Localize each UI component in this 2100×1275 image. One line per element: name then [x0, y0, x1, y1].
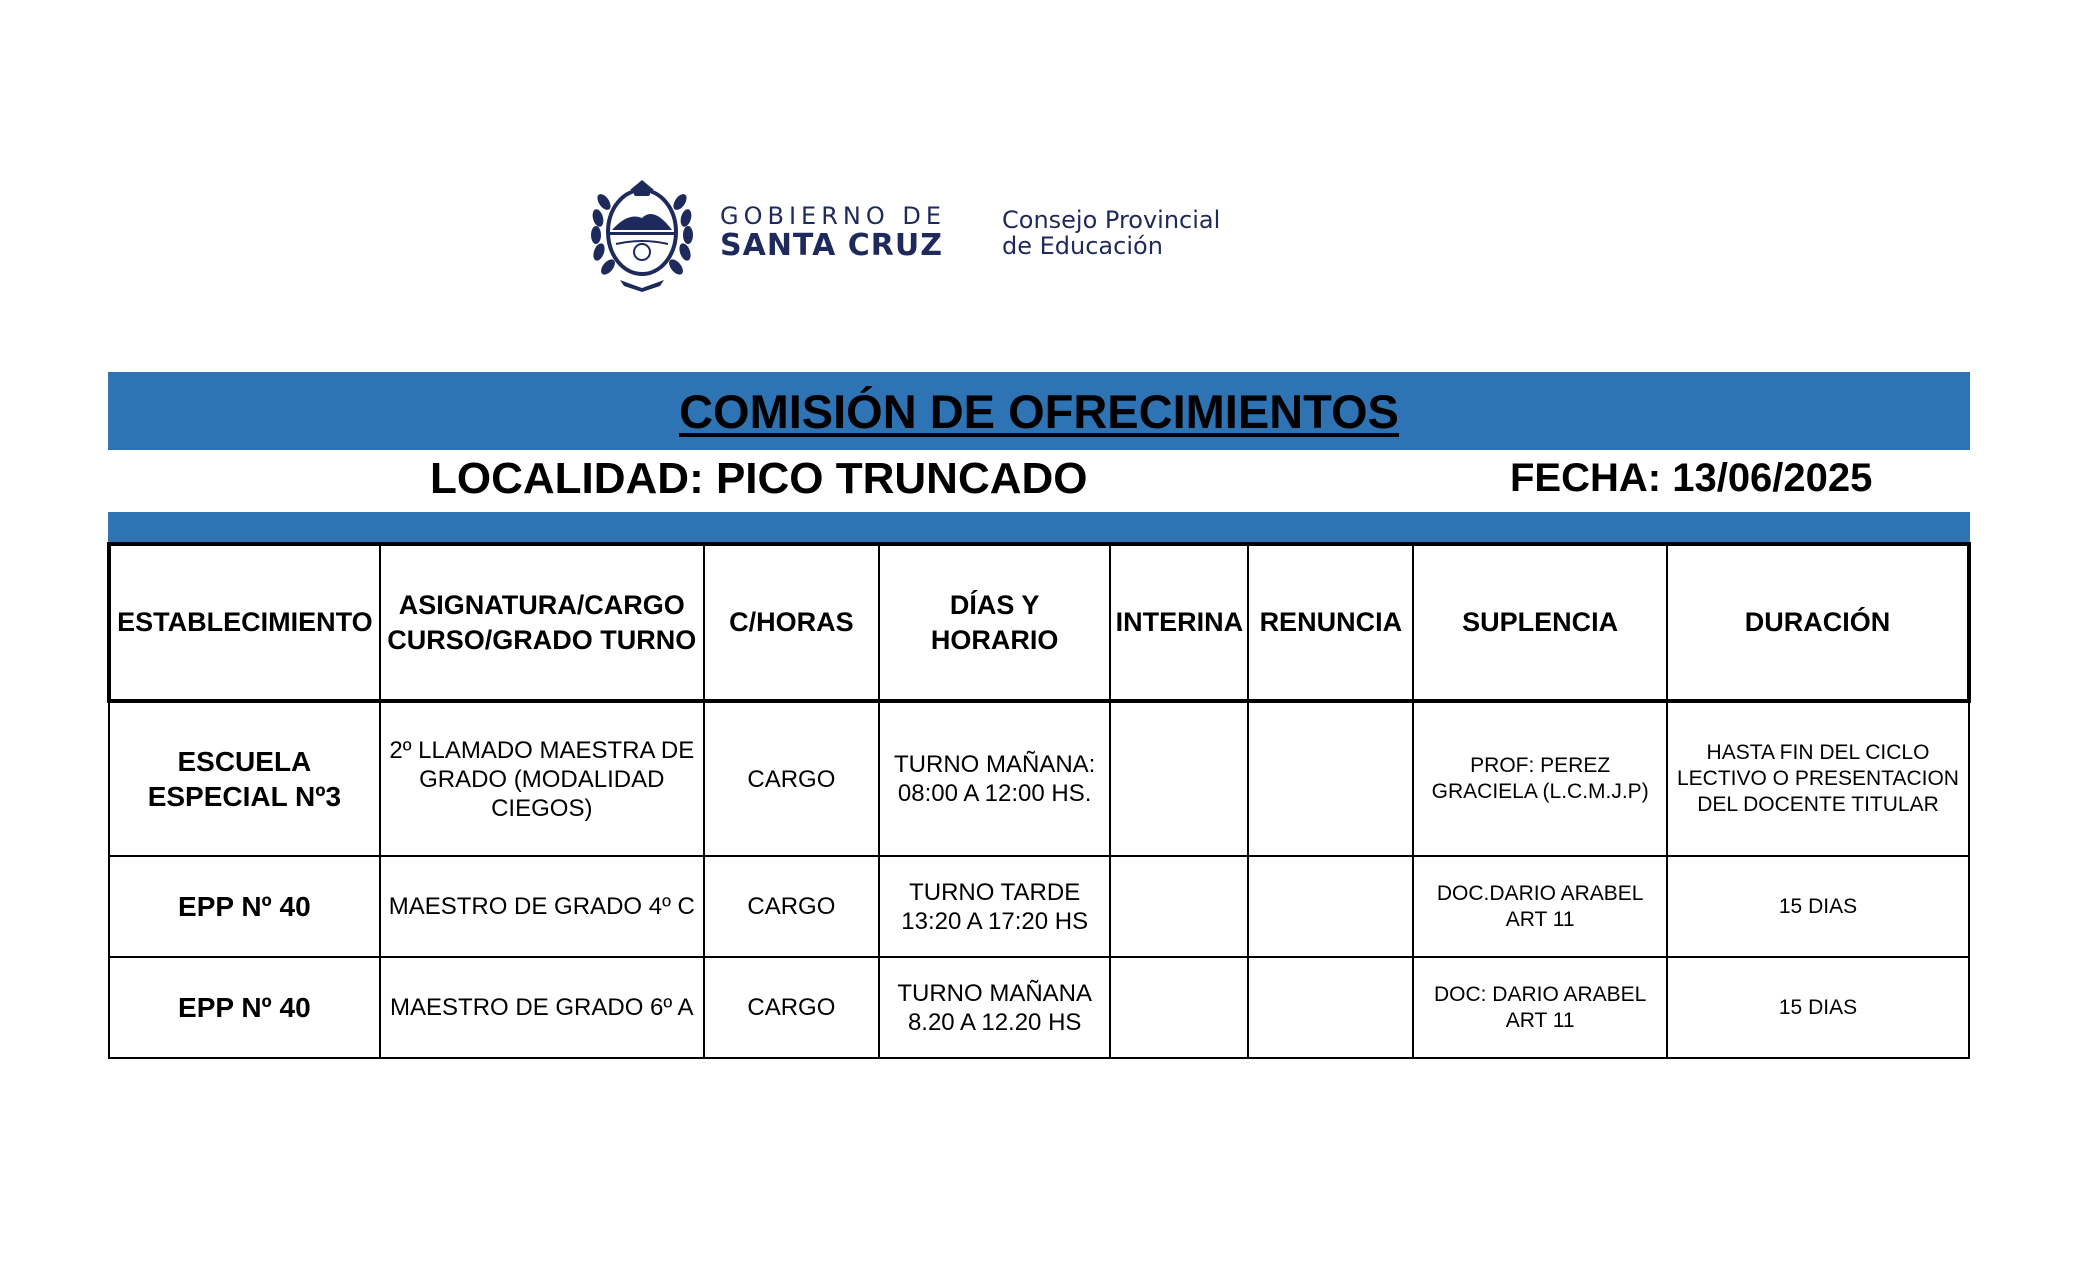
- cell-duracion: 15 DIAS: [1667, 856, 1969, 957]
- header-asignatura: ASIGNATURA/CARGO CURSO/GRADO TURNO: [380, 544, 704, 701]
- locality-label: LOCALIDAD: PICO TRUNCADO: [430, 454, 1088, 503]
- header-establecimiento: ESTABLECIMIENTO: [109, 544, 380, 701]
- cell-horas: CARGO: [704, 957, 879, 1058]
- cell-duracion: HASTA FIN DEL CICLO LECTIVO O PRESENTACION DEL DOCENTE TITULAR: [1667, 701, 1969, 856]
- cell-asignatura: MAESTRO DE GRADO 4º C: [380, 856, 704, 957]
- table-row: [109, 701, 1969, 856]
- cell-horario: TURNO TARDE 13:20 A 17:20 HS: [879, 856, 1110, 957]
- government-label: GOBIERNO DE: [720, 202, 946, 230]
- table-header-row: [109, 544, 1969, 701]
- cell-horario: TURNO MAÑANA 8.20 A 12.20 HS: [879, 957, 1110, 1058]
- blue-divider-strip: [108, 512, 1970, 542]
- cell-horario: TURNO MAÑANA: 08:00 A 12:00 HS.: [879, 701, 1110, 856]
- cell-suplencia: DOC: DARIO ARABEL ART 11: [1413, 957, 1667, 1058]
- header-interina: INTERINA: [1110, 544, 1248, 701]
- header-duracion: DURACIÓN: [1667, 544, 1969, 701]
- table-row: [109, 957, 1969, 1058]
- cell-interina: [1110, 856, 1248, 957]
- cell-asignatura: 2º LLAMADO MAESTRA DE GRADO (MODALIDAD CIEGOS): [380, 701, 704, 856]
- cell-suplencia: PROF: PEREZ GRACIELA (L.C.M.J.P): [1413, 701, 1667, 856]
- header-horas: C/HORAS: [704, 544, 879, 701]
- cell-suplencia: DOC.DARIO ARABEL ART 11: [1413, 856, 1667, 957]
- cell-horas: CARGO: [704, 701, 879, 856]
- council-line-2: de Educación: [1002, 232, 1163, 260]
- table-row: [109, 856, 1969, 957]
- cell-renuncia: [1248, 957, 1413, 1058]
- cell-renuncia: [1248, 856, 1413, 957]
- title-bar: [108, 372, 1970, 450]
- cell-horas: CARGO: [704, 856, 879, 957]
- date-label: FECHA: 13/06/2025: [1510, 456, 1873, 500]
- council-wordmark: [1002, 207, 1220, 259]
- cell-duracion: 15 DIAS: [1667, 957, 1969, 1058]
- provincial-seal-icon: [590, 172, 694, 294]
- header-renuncia: RENUNCIA: [1248, 544, 1413, 701]
- cell-interina: [1110, 701, 1248, 856]
- cell-establecimiento: EPP Nº 40: [109, 957, 380, 1058]
- cell-establecimiento: EPP Nº 40: [109, 856, 380, 957]
- cell-renuncia: [1248, 701, 1413, 856]
- province-label: SANTA CRUZ: [720, 228, 943, 263]
- offers-table: [107, 542, 1971, 1059]
- government-wordmark: [720, 203, 946, 263]
- cell-establecimiento: ESCUELA ESPECIAL Nº3: [109, 701, 380, 856]
- cell-interina: [1110, 957, 1248, 1058]
- header-suplencia: SUPLENCIA: [1413, 544, 1667, 701]
- cell-asignatura: MAESTRO DE GRADO 6º A: [380, 957, 704, 1058]
- council-line-1: Consejo Provincial: [1002, 206, 1221, 234]
- header-horario: DÍAS Y HORARIO: [879, 544, 1110, 701]
- government-logo: [590, 172, 1250, 294]
- document-title: COMISIÓN DE OFRECIMIENTOS: [679, 384, 1399, 438]
